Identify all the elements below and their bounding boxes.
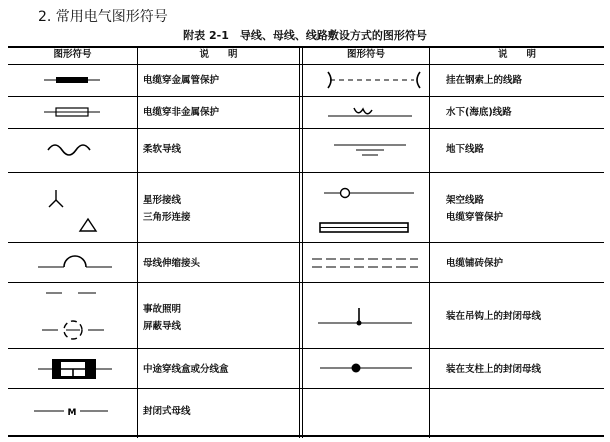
desc-cable-conduit-protection: 电缆穿管保护 xyxy=(446,212,504,223)
symbol-table xyxy=(8,46,604,438)
desc-busbar-on-hook: 装在吊钩上的封闭母线 xyxy=(446,311,542,322)
underground-line-symbol xyxy=(334,145,406,155)
desc-wire-on-steel-cable: 挂在钢索上的线路 xyxy=(446,75,523,86)
desc-delta-connection: 三角形连接 xyxy=(143,212,191,223)
cable-conduit-protection-symbol xyxy=(320,223,408,232)
header-description-2: 说 明 xyxy=(497,49,536,60)
busbar-on-hook-symbol xyxy=(318,308,412,326)
header-symbol-2: 图形符号 xyxy=(346,49,385,60)
desc-underwater-line: 水下(海底)线路 xyxy=(446,107,512,118)
desc-cable-nonmetal-conduit: 电缆穿非金属保护 xyxy=(143,107,220,118)
desc-emergency-lighting: 事故照明 xyxy=(143,304,182,315)
busbar-expansion-joint-symbol xyxy=(38,256,112,267)
desc-flexible-wire: 柔软导线 xyxy=(143,144,182,155)
cable-metal-conduit-symbol xyxy=(44,77,100,83)
symbols-layer xyxy=(8,46,604,438)
desc-overhead-line: 架空线路 xyxy=(446,195,485,206)
star-connection-symbol xyxy=(49,190,63,207)
table-caption: 附表 2-1 导线、母线、线路敷设方式的图形符号 xyxy=(183,29,427,42)
enclosed-busbar-label: M xyxy=(67,408,77,418)
desc-busbar-expansion-joint: 母线伸缩接头 xyxy=(143,258,201,269)
wire-on-steel-cable-symbol xyxy=(328,72,420,88)
flexible-wire-symbol xyxy=(48,145,90,155)
desc-brick-protected-cable: 电缆铺砖保护 xyxy=(446,258,504,269)
desc-junction-box: 中途穿线盒或分线盒 xyxy=(143,364,229,375)
page-heading: 2. 常用电气图形符号 xyxy=(38,9,168,25)
desc-shielded-wire: 屏蔽导线 xyxy=(143,321,182,332)
cable-nonmetal-conduit-symbol xyxy=(44,108,100,116)
busbar-on-post-symbol xyxy=(320,364,412,373)
desc-busbar-on-post: 装在支柱上的封闭母线 xyxy=(446,364,542,375)
desc-cable-metal-conduit: 电缆穿金属管保护 xyxy=(143,75,220,86)
desc-enclosed-busbar: 封闭式母线 xyxy=(143,406,191,417)
brick-protected-cable-symbol xyxy=(312,259,418,267)
delta-connection-symbol xyxy=(80,219,96,231)
shielded-wire-symbol xyxy=(42,321,104,339)
desc-star-connection: 星形接线 xyxy=(143,195,182,206)
header-symbol: 图形符号 xyxy=(53,49,92,60)
junction-box-symbol xyxy=(38,359,112,379)
header-description: 说 明 xyxy=(199,49,238,60)
desc-underground-line: 地下线路 xyxy=(446,144,485,155)
underwater-line-symbol xyxy=(328,108,412,116)
overhead-line-symbol xyxy=(324,189,414,198)
